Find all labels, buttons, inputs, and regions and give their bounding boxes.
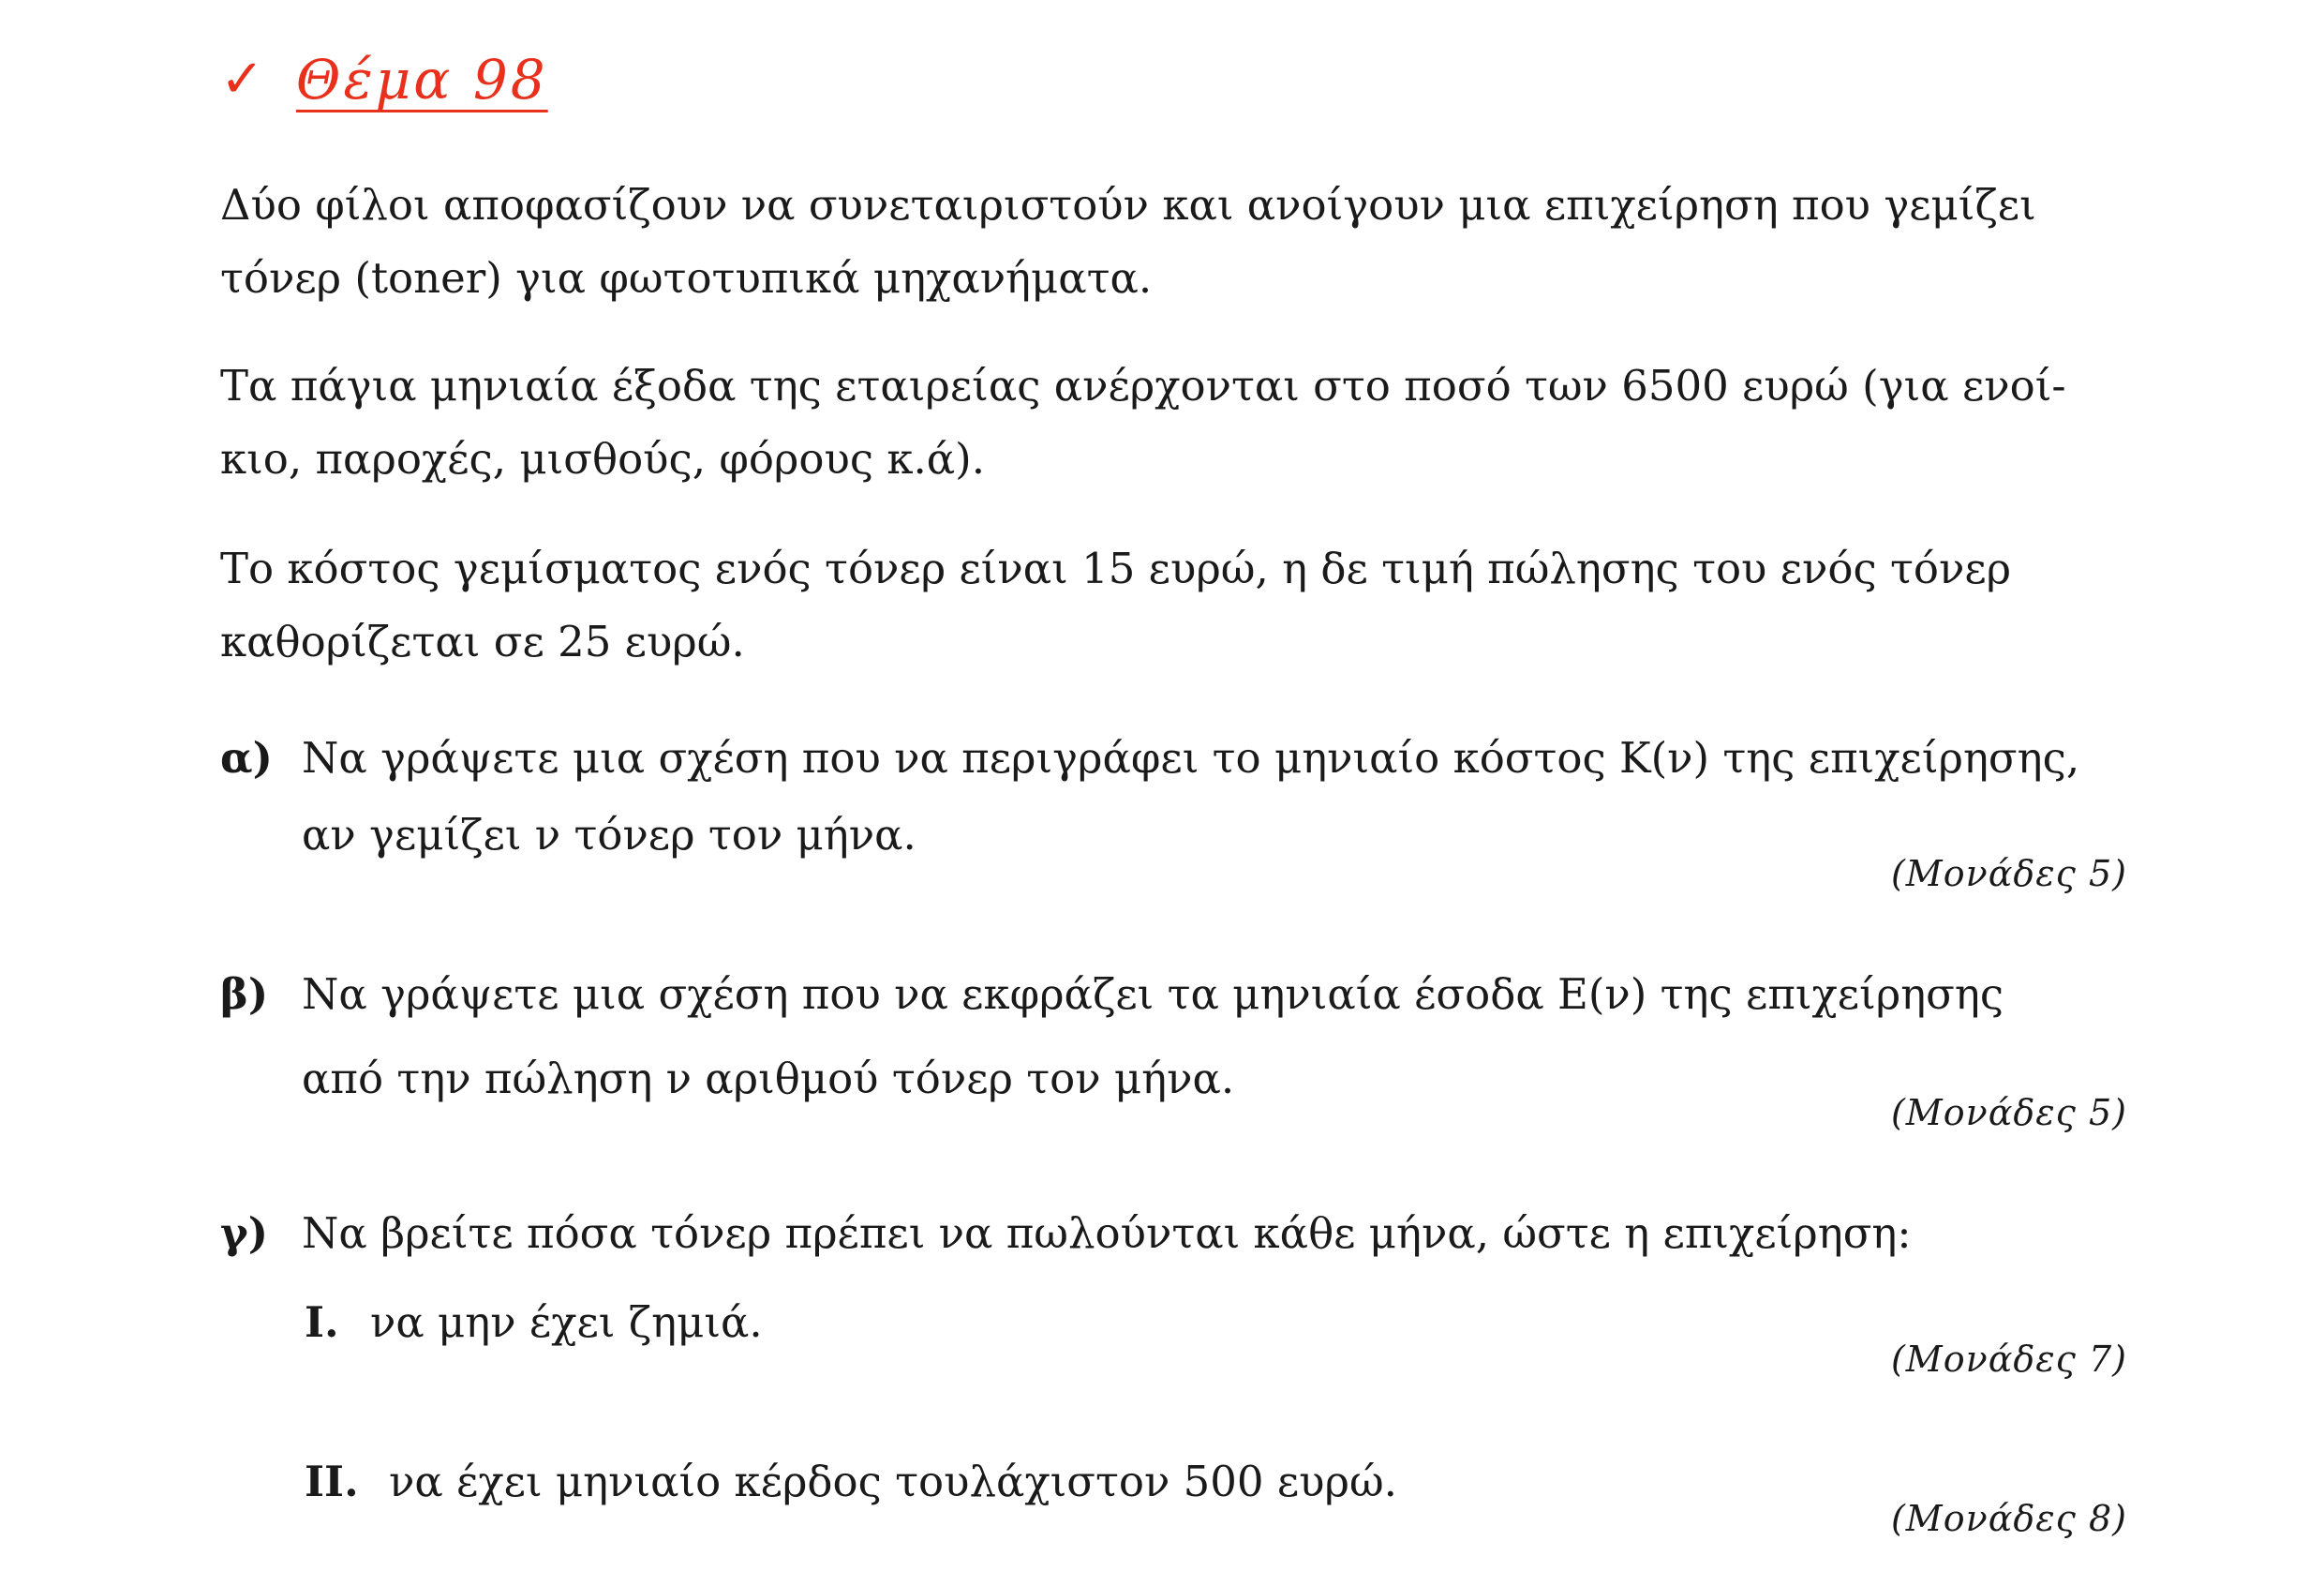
question-a-label: α) [220,733,273,783]
question-b-label: β) [220,969,269,1019]
question-b-line-1: Να γράψετε μια σχέση που να εκφράζει τα μηνιαία έσοδα Ε(ν) της επιχείρησης [302,969,2004,1019]
question-c-label: γ) [220,1208,268,1258]
question-b-marks: (Μονάδες 5) [1890,1092,2127,1133]
exercise-title: Θέμα 98 [295,48,548,112]
question-a-line-1: Να γράψετε μια σχέση που να περιγράφει το μηνιαίο κόστος Κ(ν) της επιχείρησης, [302,733,2080,783]
question-c-sub-1-marks: (Μονάδες 7) [1890,1339,2127,1380]
check-icon: ✓ [220,49,264,110]
question-c-sub-2-label: ΙΙ. [305,1457,359,1506]
question-b-line-2: από την πώληση ν αριθμού τόνερ τον μήνα. [302,1054,1235,1103]
question-a-marks: (Μονάδες 5) [1890,853,2127,894]
question-c-line-1: Να βρείτε πόσα τόνερ πρέπει να πωλούνται κάθε μήνα, ώστε η επιχείρηση: [302,1208,1912,1258]
question-c-sub-2-text: να έχει μηνιαίο κέρδος τουλάχιστον 500 ευρώ. [389,1457,1397,1506]
question-a-line-2: αν γεμίζει ν τόνερ τον μήνα. [302,810,916,860]
intro-paragraph-3: Το κόστος γεμίσματος ενός τόνερ είναι 15 ευρώ, η δε τιμή πώλησης του ενός τόνερ καθορίζεται σε 25 ευρώ. [220,544,2012,666]
intro-paragraph-2: Τα πάγια μηνιαία έξοδα της εταιρείας ανέρχονται στο ποσό των 6500 ευρώ (για ενοί-κιο, παροχές, μισθούς, φόρους κ.ά). [220,361,2066,484]
intro-paragraph-1: Δύο φίλοι αποφασίζουν να συνεταιριστούν και ανοίγουν μια επιχείρηση που γεμίζει τόνερ (toner) για φωτοτυπικά μηχανήματα. [220,180,2036,303]
question-c-sub-1-label: Ι. [305,1297,339,1347]
question-c-sub-2-marks: (Μονάδες 8) [1890,1498,2127,1539]
exercise-heading [220,37,548,122]
question-c-sub-1-text: να μην έχει ζημιά. [370,1297,763,1347]
